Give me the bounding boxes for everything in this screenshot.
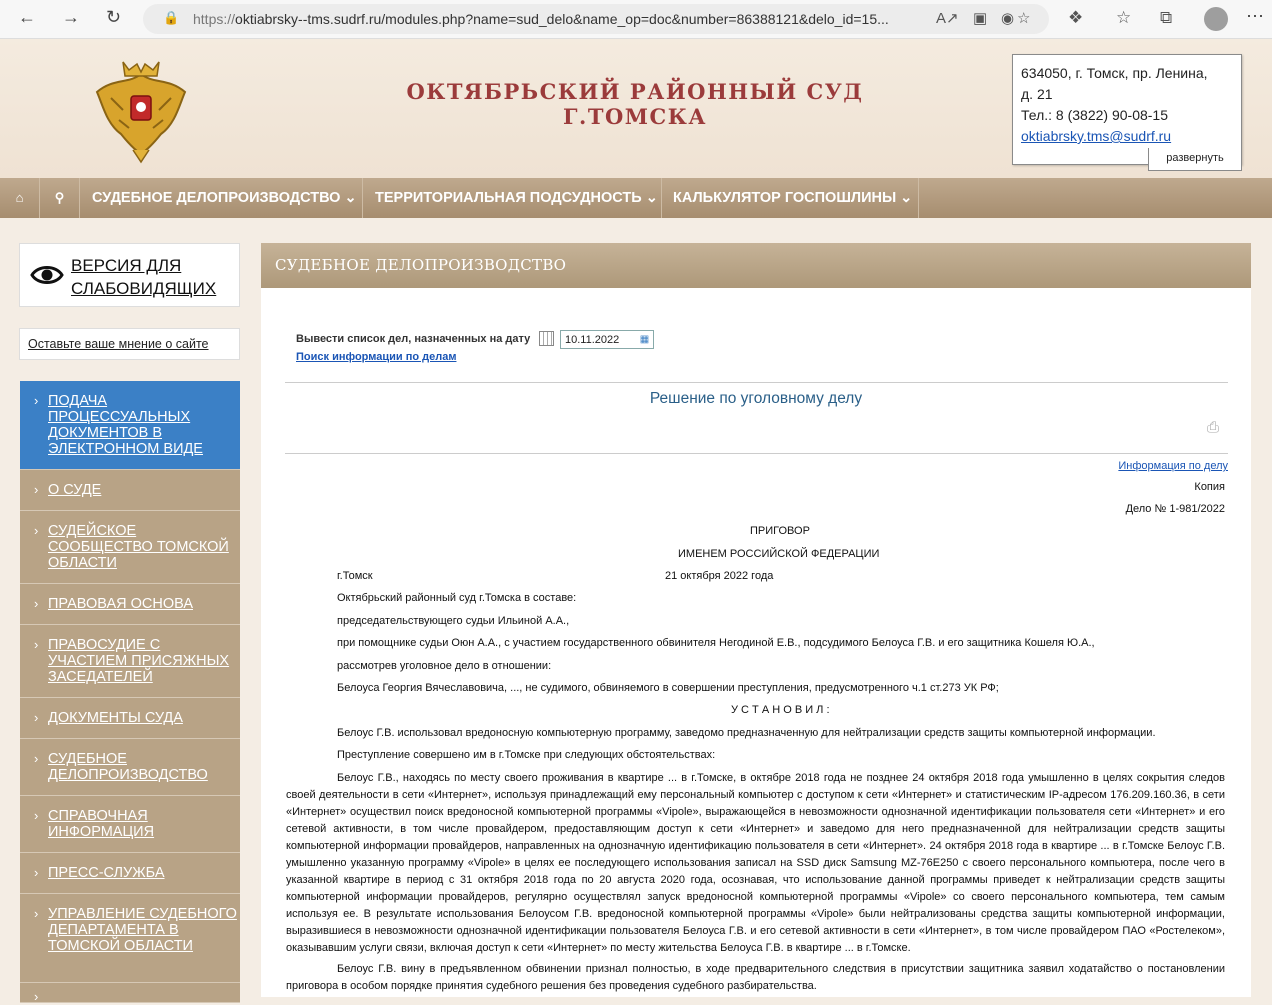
chevron-right-icon: › (34, 482, 39, 497)
decision-title: Решение по уголовному делу (649, 390, 863, 407)
favorites-icon[interactable]: ☆ (1116, 8, 1132, 27)
refresh-icon[interactable]: ↻ (106, 7, 122, 27)
date-input[interactable]: 10.11.2022 (560, 330, 654, 349)
nav-court-proceedings[interactable]: СУДЕБНОЕ ДЕЛОПРОИЗВОДСТВО ⌄ (80, 178, 363, 218)
case-search-link[interactable]: Поиск информации по делам (296, 351, 457, 363)
chevron-right-icon: › (34, 906, 39, 921)
chevron-right-icon: › (34, 637, 39, 652)
chevron-right-icon: › (34, 865, 39, 880)
sidebar-item-documents[interactable]: › ДОКУМЕНТЫ СУДА (20, 698, 240, 739)
eye-icon (30, 262, 64, 288)
chevron-right-icon: › (34, 523, 39, 538)
favorite-star-icon[interactable]: ☆ (1017, 10, 1031, 27)
chevron-right-icon: › (34, 989, 39, 1004)
coat-of-arms-emblem (93, 54, 189, 164)
phone-number: Тел.: 8 (3822) 90-08-15 (1021, 107, 1168, 123)
sidebar-item-judges-community[interactable]: › СУДЕЙСКОЕ СООБЩЕСТВО ТОМСКОЙ ОБЛАСТИ (20, 511, 240, 584)
chevron-right-icon: › (34, 596, 39, 611)
print-icon[interactable]: ⎙ (1207, 419, 1220, 436)
verdict-date: 21 октября 2022 года (665, 570, 774, 582)
main-navigation (0, 178, 1272, 218)
address-line2: д. 21 (1021, 86, 1053, 102)
back-icon[interactable]: ← (18, 7, 36, 27)
doc-paragraph: Белоус Г.В. использовал вредоносную компьютерную программу, заведомо предназначенную для нейтрализации средств защиты компьютерной информации. (337, 727, 1156, 739)
lock-icon[interactable]: 🔒 (163, 10, 180, 25)
tracking-icon[interactable]: ◉ (1001, 10, 1015, 27)
address-bar[interactable] (143, 4, 1049, 34)
chevron-right-icon: › (34, 393, 39, 408)
sidebar-item-electronic-filing[interactable]: › ПОДАЧА ПРОЦЕССУАЛЬНЫХ ДОКУМЕНТОВ В ЭЛЕКТРОННОМ ВИДЕ (20, 381, 240, 470)
section-title: СУДЕБНОЕ ДЕЛОПРОИЗВОДСТВО (261, 243, 1251, 288)
home-icon[interactable]: ⌂ (0, 178, 40, 218)
app-view-icon[interactable]: ▣ (973, 10, 988, 27)
sidebar-item-judicial-department[interactable]: › УПРАВЛЕНИЕ СУДЕБНОГО ДЕПАРТАМЕНТА В ТОМСКОЙ ОБЛАСТИ (20, 894, 240, 983)
doc-paragraph: Октябрьский районный суд г.Томска в составе: (337, 592, 577, 604)
address-line1: 634050, г. Томск, пр. Ленина, (1021, 65, 1208, 81)
date-picker-icon[interactable]: ▦ (639, 334, 650, 345)
nav-territorial-jurisdiction[interactable]: ТЕРРИТОРИАЛЬНАЯ ПОДСУДНОСТЬ ⌄ (363, 178, 662, 218)
search-icon[interactable]: ⚲ (40, 178, 80, 218)
more-menu-icon[interactable]: ⋯ (1246, 6, 1264, 26)
read-aloud-icon[interactable]: A↗ (936, 10, 959, 27)
sidebar-item-next[interactable] (20, 983, 240, 1003)
site-header (0, 39, 1272, 178)
low-vision-line1: ВЕРСИЯ ДЛЯ (71, 256, 182, 275)
low-vision-version-button[interactable] (19, 243, 240, 307)
doc-paragraph: Белоуса Георгия Вячеславовича, ..., не судимого, обвиняемого в совершении преступления, предусмотренного ч.1 ст.273 УК РФ; (337, 682, 999, 694)
chevron-right-icon: › (34, 710, 39, 725)
nav-fee-calculator[interactable]: КАЛЬКУЛЯТОР ГОСПОШЛИНЫ ⌄ (662, 178, 919, 218)
doc-paragraph: рассмотрев уголовное дело в отношении: (337, 660, 552, 672)
extensions-icon[interactable]: ❖ (1068, 8, 1084, 27)
verdict-city: г.Томск (337, 570, 373, 582)
case-info-link[interactable]: Информация по делу (1118, 460, 1228, 472)
content-panel (261, 243, 1251, 997)
court-name-line2: Г.ТОМСКА (563, 104, 707, 129)
doc-paragraph: Белоус Г.В. вину в предъявленном обвинении признал полностью, в ходе предварительного следствия в присутствии защитника заявил ходатайство о постановлении приговора в особом порядке принятия судебного решения без проведения судебного разбирательства. (286, 963, 1225, 992)
doc-paragraph: Преступление совершено им в г.Томске при следующих обстоятельствах: (337, 749, 716, 761)
court-name[interactable] (380, 79, 890, 129)
sidebar-item-jury[interactable]: › ПРАВОСУДИЕ С УЧАСТИЕМ ПРИСЯЖНЫХ ЗАСЕДАТЕЛЕЙ (20, 625, 240, 698)
chevron-right-icon: › (34, 751, 39, 766)
email-link[interactable]: oktiabrsky.tms@sudrf.ru (1021, 128, 1172, 144)
low-vision-line2: СЛАБОВИДЯЩИХ (71, 279, 217, 298)
case-number: Дело № 1-981/2022 (1125, 503, 1225, 515)
feedback-link[interactable]: Оставьте ваше мнение о сайте (19, 328, 240, 360)
sidebar-item-reference[interactable]: › СПРАВОЧНАЯ ИНФОРМАЦИЯ (20, 796, 240, 853)
divider (285, 453, 1228, 454)
date-filter-label: Вывести список дел, назначенных на дату (296, 333, 531, 345)
forward-icon[interactable]: → (62, 7, 80, 27)
url-text[interactable]: https://oktiabrsky--tms.sudrf.ru/modules.php?name=sud_delo&name_op=doc&number=86388121&delo_id=15... (193, 11, 889, 27)
divider (285, 382, 1228, 383)
sidebar-item-proceedings[interactable]: › СУДЕБНОЕ ДЕЛОПРОИЗВОДСТВО (20, 739, 240, 796)
copy-mark: Копия (1194, 481, 1225, 493)
sidebar-item-about[interactable]: › О СУДЕ (20, 470, 240, 511)
expand-contacts-button[interactable]: развернуть (1148, 148, 1242, 171)
browser-toolbar (0, 0, 1272, 39)
doc-paragraph: при помощнике судьи Оюн А.А., с участием государственного обвинителя Негодиной Е.В., подсудимого Белоуса Г.В. и его защитника Кошеля Ю.А., (337, 637, 1095, 649)
calendar-icon[interactable] (539, 331, 554, 346)
profile-avatar[interactable] (1204, 7, 1228, 31)
chevron-right-icon: › (34, 808, 39, 823)
established-heading: У С Т А Н О В И Л : (731, 704, 830, 716)
doc-paragraph: Белоус Г.В., находясь по месту своего проживания в квартире ... в г.Томске, в октябре 2018 года не позднее 24 октября 2018 года умышленно в целях сокрытия следов своей деятельности в сети «Интернет», используя принадлежащий ему персональный компьютер с доступом к сети «Интернет» и статистическим IP-адресом 176.209.160.36, в сети «Интернет» осуществил поиск вредоносной компьютерной программы «Vipole», выражающейся в невозможности однозначной идентификации пользователя сети «Интернет» и его сетевой активности, в том числе провайдером, предоставляющим доступ к сети «Интернет» и заведомо для него предназначенной для нейтрализации средств защиты компьютерной информации провайдеров, направленных на однозначную идентификацию пользователя в сети «Интернет». 24 октября 2018 года в квартире ... в г.Томске Белоус Г.В. умышленно указанную программу «Vipole» в целях ее последующего использования записал на SSD диск Samsung MZ-76E250 с своего персонального компьютера, после чего в указанной квартире в период с 31 октября 2018 года по 20 августа 2020 года, осознавая, что использование данной программы приведет к нейтрализации средств защиты компьютерной информации провайдеров, регулярно осуществлял запуск вредоносной компьютерной программы «Vipole» со своего персонального компьютера, тем самым используя ее. В результате использования Белоусом Г.В. вредоносной компьютерной программы «Vipole» были нейтрализованы средства защиты компьютерной информации, выразившиеся в невозможности однозначной идентификации пользователя Белоуса Г.В. и его сетевой активности в сети «Интернет», в том числе провайдером ПАО «Ростелеком», оказывавшим услуги связи, включая доступ к сети «Интернет» по месту жительства Белоуса Г.В. в квартире ... в г.Томске. (286, 772, 1225, 954)
sidebar-item-legal-basis[interactable]: › ПРАВОВАЯ ОСНОВА (20, 584, 240, 625)
doc-paragraph: председательствующего судьи Ильиной А.А., (337, 615, 570, 627)
collections-icon[interactable]: ⧉ (1160, 8, 1173, 27)
court-name-line1: ОКТЯБРЬСКИЙ РАЙОННЫЙ СУД (406, 79, 864, 104)
verdict-subheading: ИМЕНЕМ РОССИЙСКОЙ ФЕДЕРАЦИИ (678, 548, 880, 560)
verdict-heading: ПРИГОВОР (750, 525, 810, 537)
sidebar-item-press[interactable]: › ПРЕСС-СЛУЖБА (20, 853, 240, 894)
